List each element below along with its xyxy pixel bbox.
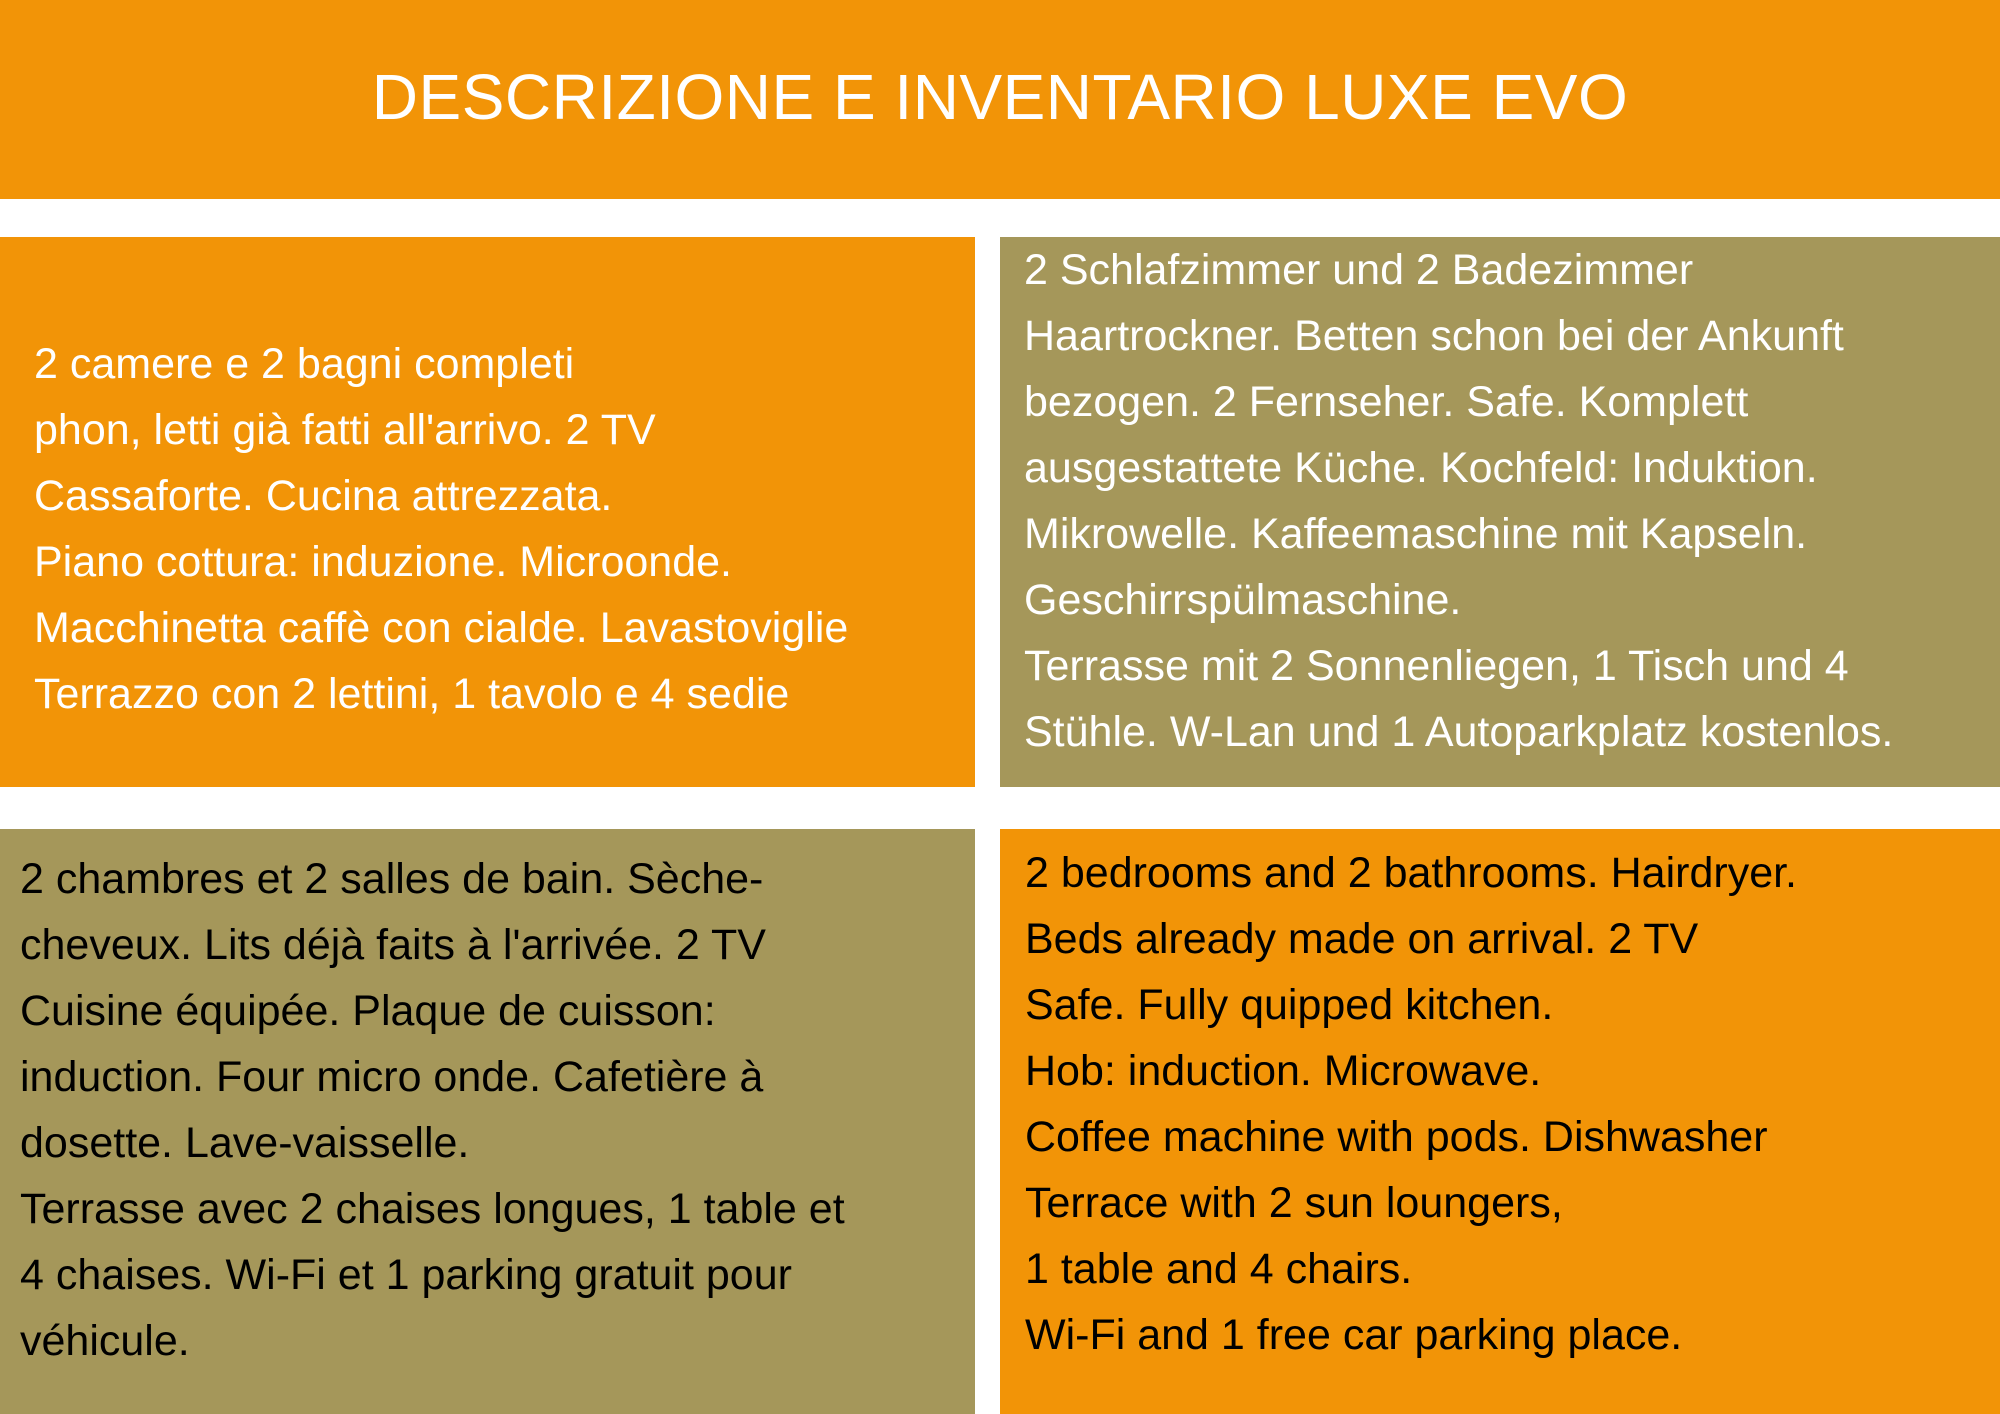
italian-line: Terrazzo con 2 lettini, 1 tavolo e 4 sedie: [34, 670, 790, 718]
german-line: Geschirrspülmaschine.: [1024, 576, 1462, 624]
french-line: cheveux. Lits déjà faits à l'arrivée. 2 TV: [20, 921, 766, 969]
german-line: ausgestattete Küche. Kochfeld: Induktion.: [1024, 444, 1818, 492]
german-description-panel: [1000, 237, 2000, 787]
english-line: 1 table and 4 chairs.: [1025, 1245, 1413, 1293]
italian-line: Macchinetta caffè con cialde. Lavastoviglie: [34, 604, 849, 652]
english-description-panel: [1000, 829, 2000, 1414]
english-line: 2 bedrooms and 2 bathrooms. Hairdryer.: [1025, 849, 1798, 897]
title-banner: [0, 0, 2000, 199]
english-line: Beds already made on arrival. 2 TV: [1025, 915, 1699, 963]
english-line: Hob: induction. Microwave.: [1025, 1047, 1542, 1095]
italian-description-panel: [0, 237, 975, 787]
french-line: Cuisine équipée. Plaque de cuisson:: [20, 987, 716, 1035]
italian-line: 2 camere e 2 bagni completi: [34, 340, 575, 388]
french-line: véhicule.: [20, 1317, 190, 1365]
german-line: bezogen. 2 Fernseher. Safe. Komplett: [1024, 378, 1749, 426]
french-line: induction. Four micro onde. Cafetière à: [20, 1053, 764, 1101]
italian-line: Piano cottura: induzione. Microonde.: [34, 538, 732, 586]
german-line: 2 Schlafzimmer und 2 Badezimmer: [1024, 246, 1694, 294]
french-line: dosette. Lave-vaisselle.: [20, 1119, 470, 1167]
page-title: DESCRIZIONE E INVENTARIO LUXE EVO: [371, 60, 1629, 133]
german-line: Terrasse mit 2 Sonnenliegen, 1 Tisch und 4: [1024, 642, 1849, 690]
italian-line: phon, letti già fatti all'arrivo. 2 TV: [34, 406, 656, 454]
english-line: Safe. Fully quipped kitchen.: [1025, 981, 1554, 1029]
german-line: Haartrockner. Betten schon bei der Ankunft: [1024, 312, 1844, 360]
french-line: 2 chambres et 2 salles de bain. Sèche-: [20, 855, 764, 903]
english-line: Wi-Fi and 1 free car parking place.: [1025, 1311, 1683, 1359]
french-line: Terrasse avec 2 chaises longues, 1 table et: [20, 1185, 845, 1233]
german-line: Stühle. W-Lan und 1 Autoparkplatz kostenlos.: [1024, 708, 1894, 756]
french-line: 4 chaises. Wi-Fi et 1 parking gratuit pour: [20, 1251, 792, 1299]
german-line: Mikrowelle. Kaffeemaschine mit Kapseln.: [1024, 510, 1808, 558]
italian-line: Cassaforte. Cucina attrezzata.: [34, 472, 613, 520]
french-description-panel: [0, 829, 975, 1414]
english-line: Coffee machine with pods. Dishwasher: [1025, 1113, 1768, 1161]
english-line: Terrace with 2 sun loungers,: [1025, 1179, 1563, 1227]
